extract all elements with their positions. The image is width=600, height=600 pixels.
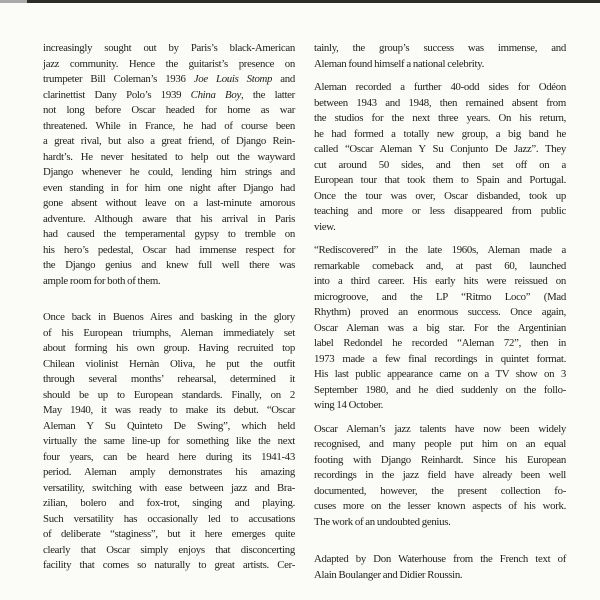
text-line: a great rival, but also a great friend, of Django Rein- — [43, 135, 295, 147]
text-line: gone absent without leave on a last-minute amorous — [43, 197, 295, 209]
text-line: label Redondel he recorded “Aleman 72”, then in — [314, 337, 566, 349]
credit-paragraph — [314, 552, 566, 583]
text-line: cut around 50 sides, and then set off on a — [314, 158, 566, 171]
text-line: his hero’s pedestal, Oscar had immense respect for — [43, 243, 295, 256]
text-line: recordings in the jazz field have already been well — [314, 469, 566, 481]
text-line: the Django genius and knew full well there was — [43, 259, 295, 271]
body-paragraph — [314, 41, 566, 72]
text-line: had caused the temperamental gypsy to tremble on — [43, 228, 295, 240]
text-line: recognised, and many people put him on an equal — [314, 438, 566, 450]
text-line: jazz community. Hence the guitarist’s presence on — [43, 57, 295, 70]
text-line: view. — [314, 220, 336, 233]
text-line: wing 14 October. — [314, 399, 384, 411]
text-line: about forming his own group. Having recruited top — [43, 342, 295, 354]
text-line: virtually the same line-up for something like the next — [43, 435, 295, 447]
body-paragraph — [314, 243, 566, 414]
text-line: footing with Django Reinhardt. Since his European — [314, 453, 566, 466]
text-column-left — [43, 41, 295, 583]
text-line: remarkable comeback and, at past 60, launched — [314, 259, 566, 272]
text-line: microgroove, and the LP “Ritmo Loco” (Mad — [314, 290, 566, 303]
text-line: Aleman Y Su Quinteto De Swing”, which held — [43, 419, 295, 432]
text-line: not long before Oscar headed for home as war — [43, 104, 295, 116]
text-line: Alain Boulanger and Didier Roussin. — [314, 568, 463, 581]
italic-work-title: Joe Louis Stomp — [193, 73, 273, 85]
text-line: should be up to European standards. Finally, on 2 — [43, 388, 295, 401]
text-line: September 1980, and he died suddenly on the follo- — [314, 383, 566, 396]
text-line: Once the tour was over, Oscar disbanded, took up — [314, 189, 566, 202]
text-line: between 1943 and 1948, then remained absent from — [314, 96, 566, 109]
text-line: tainly, the group’s success was immense, and — [314, 42, 566, 54]
page-top-edge-light-segment — [0, 0, 27, 3]
text-line: clarinettist Dany Polo’s 1939 China Boy, the latter — [43, 88, 295, 101]
text-line: His last public appearance came on a TV show on 3 — [314, 368, 566, 380]
text-line: Django whenever he could, lending him strings and — [43, 166, 295, 178]
text-line: through several months’ rehearsal, determined it — [43, 373, 295, 385]
body-paragraph — [43, 41, 295, 289]
text-line: period. Aleman amply demonstrates his amazing — [43, 466, 295, 478]
text-line: ample room for both of them. — [43, 274, 161, 287]
text-column-right — [314, 41, 566, 583]
text-line: May 1940, it was ready to make its debut. “Oscar — [43, 404, 295, 416]
text-line: the studios for the next three years. On his return, — [314, 112, 566, 124]
text-line: Such versatility has occasionally led to accusations — [43, 512, 295, 525]
text-line: Once back in Buenos Aires and basking in the glory — [43, 311, 295, 323]
text-line: Rhythm) proved an enormous success. Once again, — [314, 306, 566, 318]
text-line: he had formed a totally new group, a big band he — [314, 127, 566, 140]
text-line: of deliberate “staginess”, but it here emerges quite — [43, 528, 295, 540]
text-line: documented, however, the present collection fo- — [314, 484, 566, 497]
text-line: Chilean violinist Hernàn Oliva, he put the outfit — [43, 357, 295, 370]
text-line: Aleman recorded a further 40-odd sides for Odéon — [314, 81, 566, 93]
text-line: European tour that took them to Spain and Portugal. — [314, 174, 566, 186]
page-top-edge — [0, 0, 600, 3]
text-line: facility that comes so naturally to great artists. Cer- — [43, 559, 295, 571]
italic-work-title: China Boy — [190, 88, 241, 101]
body-paragraph — [43, 310, 295, 574]
text-line: Adapted by Don Waterhouse from the French text of — [314, 553, 566, 565]
text-line: The work of an undoubted genius. — [314, 515, 451, 528]
text-line: versatility, switching with ease between jazz and Bra- — [43, 481, 295, 494]
text-line: four years, can be heard here during its 1941-43 — [43, 450, 295, 463]
text-line: hardt’s. He never hesitated to help out the wayward — [43, 150, 295, 163]
text-line: even standing in for him one night after Django had — [43, 181, 295, 194]
text-line: Oscar Aleman’s jazz talents have now been widely — [314, 422, 566, 435]
text-line: teaching and more or less disappeared from public — [314, 205, 566, 217]
body-paragraph — [314, 80, 566, 235]
text-line: clearly that Oscar simply enjoys that disconcerting — [43, 543, 295, 556]
text-line: zilian, bolero and fox-trot, singing and playing. — [43, 497, 295, 509]
text-line: into a third career. His early hits were reissued on — [314, 275, 566, 287]
text-line: cuses more on the lesser known aspects of his work. — [314, 500, 566, 512]
text-line: adventure. Although aware that his arrival in Paris — [43, 212, 295, 225]
text-line: trumpeter Bill Coleman’s 1936 Joe Louis Stomp and — [43, 73, 295, 85]
text-line: increasingly sought out by Paris’s black-American — [43, 42, 295, 54]
text-line: threatened. While in France, he had of course been — [43, 119, 295, 132]
text-line: Oscar Aleman was a big star. For the Argentinian — [314, 321, 566, 334]
text-line: of his European triumphs, Aleman immediately set — [43, 326, 295, 339]
text-line: 1973 made a few final recordings in quintet format. — [314, 352, 566, 365]
body-paragraph — [314, 422, 566, 531]
text-line: “Rediscovered” in the late 1960s, Aleman made a — [314, 244, 566, 256]
text-line: called “Oscar Aleman Y Su Conjunto De Jazz”. They — [314, 143, 566, 155]
liner-notes — [43, 41, 566, 583]
text-line: Aleman found himself a national celebrity. — [314, 57, 484, 70]
